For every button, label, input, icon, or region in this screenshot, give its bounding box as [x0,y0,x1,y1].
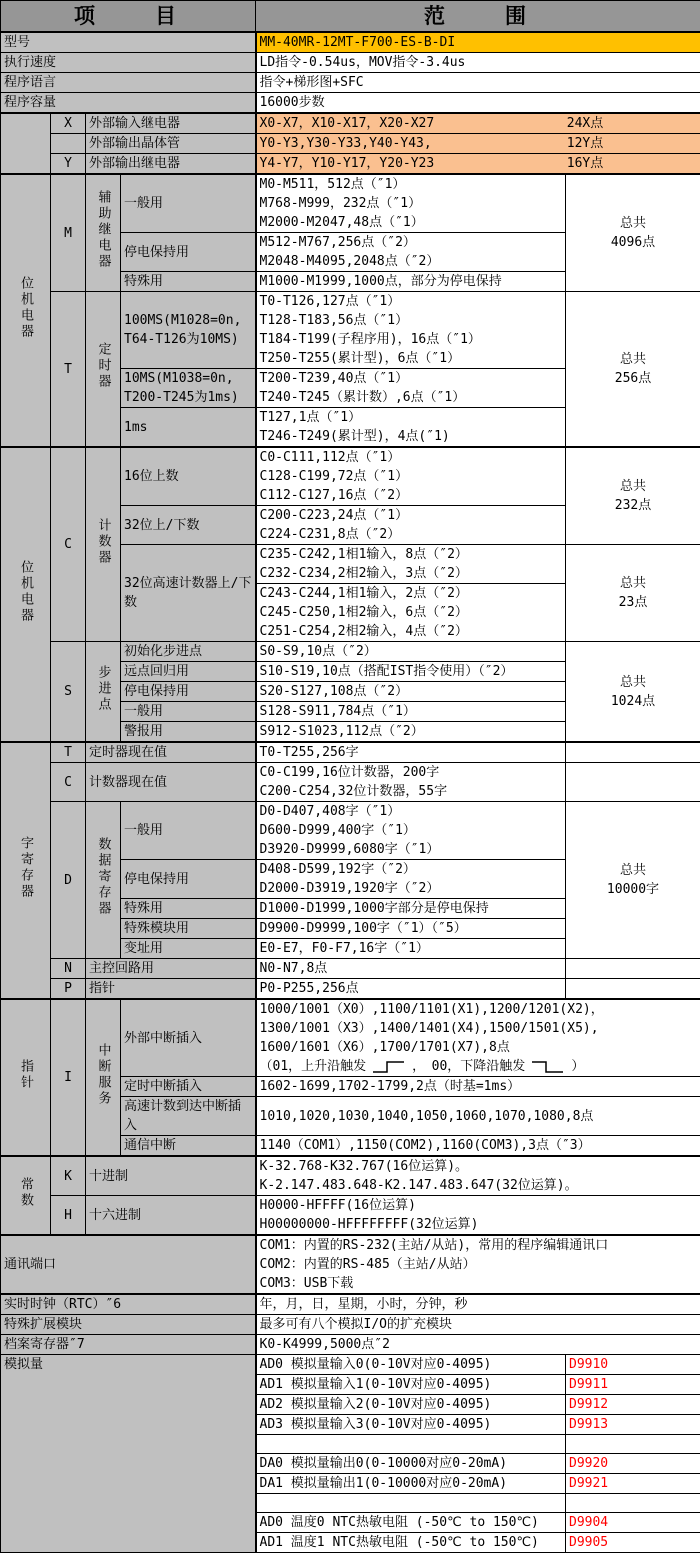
edge-trigger-line: （01，上升沿触发 ， 00，下降沿触发 ） [260,1057,698,1076]
cell-value: T200-T239,40点（″1） T240-T245（累计数）,6点（″1） [256,369,566,408]
letter-I: I [51,999,86,1156]
cell-value: K-32.768-K32.767(16位运算)。 K-2.147.483.648-K2.147.483.647(32位运算)。 [256,1156,700,1196]
cell-label: 定时器现在值 [86,742,256,763]
analog-channel: AD0 模拟量输入0(0-10V对应0-4095) [256,1355,566,1375]
cell-value: S912-S1023,112点（″2） [256,722,566,743]
cell-label: 一般用 [121,174,256,233]
column-header-item: 项 目 [1,1,256,33]
cell-label: 定时中断插入 [121,1077,256,1097]
cell-label: 外部中断插入 [121,999,256,1077]
io-letter: Y [51,154,86,175]
analog-spacer [256,1435,566,1454]
cell-value: D408-D599,192字（″2） D2000-D3919,1920字（″2） [256,860,566,899]
cell-label: 远点回归用 [121,662,256,682]
category-step-point: 步进点 [86,642,121,743]
letter-C: C [51,447,86,642]
io-value-row [256,154,700,175]
cell-label: 特殊用 [121,272,256,292]
cell-value: E0-E7，F0-F7,16字（″1） [256,939,566,959]
analog-register: D9912 [566,1395,700,1415]
analog-channel: AD0 温度0 NTC热敏电阻 (-50℃ to 150℃) [256,1513,566,1533]
cell-label: 一般用 [121,702,256,722]
cell-value: M1000-M1999,1000点，部分为停电保持 [256,272,566,292]
letter-M: M [51,174,86,292]
cell-total: 总共 232点 [566,447,700,545]
file-register-label: 档案寄存器″7 [1,1335,256,1355]
cell-value: D1000-D1999,1000字部分是停电保持 [256,899,566,919]
group-pointers: 指针 [1,999,51,1156]
model-label: 型号 [1,32,256,53]
cell-empty [566,979,700,1000]
cell-value: M512-M767,256点（″2） M2048-M4095,2048点（″2） [256,233,566,272]
io-letter: X [51,113,86,134]
cell-value: C200-C223,24点（″1） C224-C231,8点（″2） [256,506,566,545]
cell-label: 停电保持用 [121,682,256,702]
analog-register: D9910 [566,1355,700,1375]
io-value-row [256,134,700,154]
cell-value: C0-C199,16位计数器，200字 C200-C254,32位计数器，55字 [256,763,566,802]
cell-empty [566,742,700,763]
cell-value: C235-C242,1相1输入，8点（″2） C232-C234,2相2输入，3点（″2） [256,545,566,584]
cell-value: S128-S911,784点（″1） [256,702,566,722]
expansion-label: 特殊扩展模块 [1,1315,256,1335]
cell-value: T0-T255,256字 [256,742,566,763]
analog-register: D9911 [566,1375,700,1395]
cell-empty [566,763,700,802]
category-counter: 计数器 [86,447,121,642]
comm-port-label: 通讯端口 [1,1235,256,1294]
cell-total: 总共 10000字 [566,802,700,959]
speed-value: LD指令-0.54us，MOV指令-3.4us [256,53,700,73]
cell-label: 32位上/下数 [121,506,256,545]
capacity-value: 16000步数 [256,93,700,114]
cell-label: 10MS(M1038=0n, T200-T245为1ms) [121,369,256,408]
analog-label: 模拟量 [1,1355,256,1553]
io-range: Y0-Y3,Y30-Y33,Y40-Y43, [257,134,471,153]
analog-register: D9921 [566,1474,700,1494]
language-label: 程序语言 [1,73,256,93]
io-points: 16Y点 [470,154,700,173]
letter-C: C [51,763,86,802]
letter-T: T [51,742,86,763]
category-interrupt-service: 中断服务 [86,999,121,1156]
falling-edge-icon [531,1059,565,1075]
io-letter [51,134,86,154]
analog-register: D9913 [566,1415,700,1435]
group-constants: 常数 [1,1156,51,1235]
cell-label: 特殊用 [121,899,256,919]
analog-channel: AD3 模拟量输入3(0-10V对应0-4095) [256,1415,566,1435]
analog-channel: DA1 模拟量输出1(0-10000对应0-20mA) [256,1474,566,1494]
cell-value: D0-D407,408字（″1） D600-D999,400字（″1） D3920-D9999,6080字（″1） [256,802,566,860]
cell-label: 16位上数 [121,447,256,506]
letter-H: H [51,1196,86,1236]
io-value-row [256,113,700,134]
analog-register: D9920 [566,1454,700,1474]
cell-empty [566,959,700,979]
expansion-value: 最多可有八个模拟I/O的扩充模块 [256,1315,700,1335]
category-aux-relay: 辅助继电器 [86,174,121,292]
cell-total: 总共 256点 [566,292,700,448]
cell-label: 一般用 [121,802,256,860]
letter-N: N [51,959,86,979]
analog-spacer [566,1494,700,1513]
analog-register: D9905 [566,1533,700,1553]
model-value: MM-40MR-12MT-F700-ES-B-DI [256,32,700,53]
io-spacer-cell [1,113,51,174]
cell-label: 32位高速计数器上/下数 [121,545,256,642]
cell-value: 1602-1699,1702-1799,2点（时基=1ms） [256,1077,700,1097]
letter-S: S [51,642,86,743]
letter-D: D [51,802,86,959]
cell-value: C243-C244,1相1输入，2点（″2） C245-C250,1相2输入，6点（″2） C251-C254,2相2输入，4点（″2） [256,584,566,642]
io-range: Y4-Y7，Y10-Y17，Y20-Y23 [257,154,471,173]
cell-value: S10-S19,10点（搭配IST指令使用）（″2） [256,662,566,682]
cell-total: 总共 4096点 [566,174,700,292]
cell-label: 通信中断 [121,1136,256,1157]
cell-label: 初始化步进点 [121,642,256,662]
cell-label: 十进制 [86,1156,256,1196]
comm-port-value: COM1：内置的RS-232(主站/从站)，常用的程序编辑通讯口 COM2：内置的RS-485（主站/从站） COM3：USB下载 [256,1235,700,1294]
cell-value: P0-P255,256点 [256,979,566,1000]
group-bit-devices: 位机电器 [1,174,51,447]
cell-label: 100MS(M1028=0n, T64-T126为10MS) [121,292,256,369]
cell-value: C0-C111,112点（″1） C128-C199,72点（″1） C112-C127,16点（″2） [256,447,566,506]
io-label: 外部输出晶体管 [86,134,256,154]
cell-label: 警报用 [121,722,256,743]
speed-label: 执行速度 [1,53,256,73]
cell-value: T127,1点（″1） T246-T249(累计型)，4点(″1) [256,408,566,448]
capacity-label: 程序容量 [1,93,256,114]
cell-label: 计数器现在值 [86,763,256,802]
rtc-label: 实时时钟（RTC）″6 [1,1294,256,1315]
cell-value: S20-S127,108点（″2） [256,682,566,702]
cell-label: 1ms [121,408,256,448]
cell-label: 变址用 [121,939,256,959]
cell-label: 十六进制 [86,1196,256,1236]
rtc-value: 年，月，日，星期，小时，分钟，秒 [256,1294,700,1315]
cell-value: 1010,1020,1030,1040,1050,1060,1070,1080,8点 [256,1097,700,1136]
analog-channel: AD1 温度1 NTC热敏电阻 (-50℃ to 150℃) [256,1533,566,1553]
cell-label: 特殊模块用 [121,919,256,939]
column-header-range: 范 围 [256,1,700,33]
cell-value: S0-S9,10点（″2） [256,642,566,662]
io-points: 12Y点 [470,134,700,153]
cell-value: D9900-D9999,100字（″1）（″5） [256,919,566,939]
category-data-register: 数据寄存器 [86,802,121,959]
cell-value: M0-M511，512点（″1） M768-M999，232点（″1） M2000-M2047,48点（″1） [256,174,566,233]
interrupt-lines: 1000/1001（X0）,1100/1101(X1),1200/1201(X2)， 1300/1001（X3）,1400/1401(X4),1500/1501(X5), 1600/1601（X6）,1700/1701(X7),8点 [260,1000,698,1057]
analog-register: D9904 [566,1513,700,1533]
cell-label: 主控回路用 [86,959,256,979]
cell-value: T0-T126,127点（″1） T128-T183,56点（″1） T184-T199(子程序用)，16点（″1） T250-T255(累计型)，6点（″1） [256,292,566,369]
rising-edge-icon [372,1059,406,1075]
letter-P: P [51,979,86,1000]
group-bit-devices: 位机电器 [1,447,51,742]
cell-value: N0-N7,8点 [256,959,566,979]
io-label: 外部输出继电器 [86,154,256,175]
cell-value [256,999,700,1077]
file-register-value: K0-K4999,5000点″2 [256,1335,700,1355]
cell-label: 指针 [86,979,256,1000]
analog-channel: DA0 模拟量输出0(0-10000对应0-20mA) [256,1454,566,1474]
cell-total: 总共 23点 [566,545,700,642]
cell-label: 停电保持用 [121,860,256,899]
cell-value: 1140（COM1）,1150(COM2),1160(COM3),3点（″3） [256,1136,700,1157]
cell-label: 停电保持用 [121,233,256,272]
io-range: X0-X7，X10-X17，X20-X27 [257,114,471,133]
io-points: 24X点 [470,114,700,133]
group-word-registers: 字寄存器 [1,742,51,999]
language-value: 指令+梯形图+SFC [256,73,700,93]
category-timer: 定时器 [86,292,121,448]
cell-label: 高速计数到达中断插入 [121,1097,256,1136]
letter-K: K [51,1156,86,1196]
io-label: 外部输入继电器 [86,113,256,134]
analog-spacer [566,1435,700,1454]
cell-total: 总共 1024点 [566,642,700,743]
analog-channel: AD1 模拟量输入1(0-10V对应0-4095) [256,1375,566,1395]
cell-value: H0000-HFFFF(16位运算) H00000000-HFFFFFFFF(32位运算) [256,1196,700,1236]
analog-channel: AD2 模拟量输入2(0-10V对应0-4095) [256,1395,566,1415]
letter-T: T [51,292,86,448]
analog-spacer [256,1494,566,1513]
